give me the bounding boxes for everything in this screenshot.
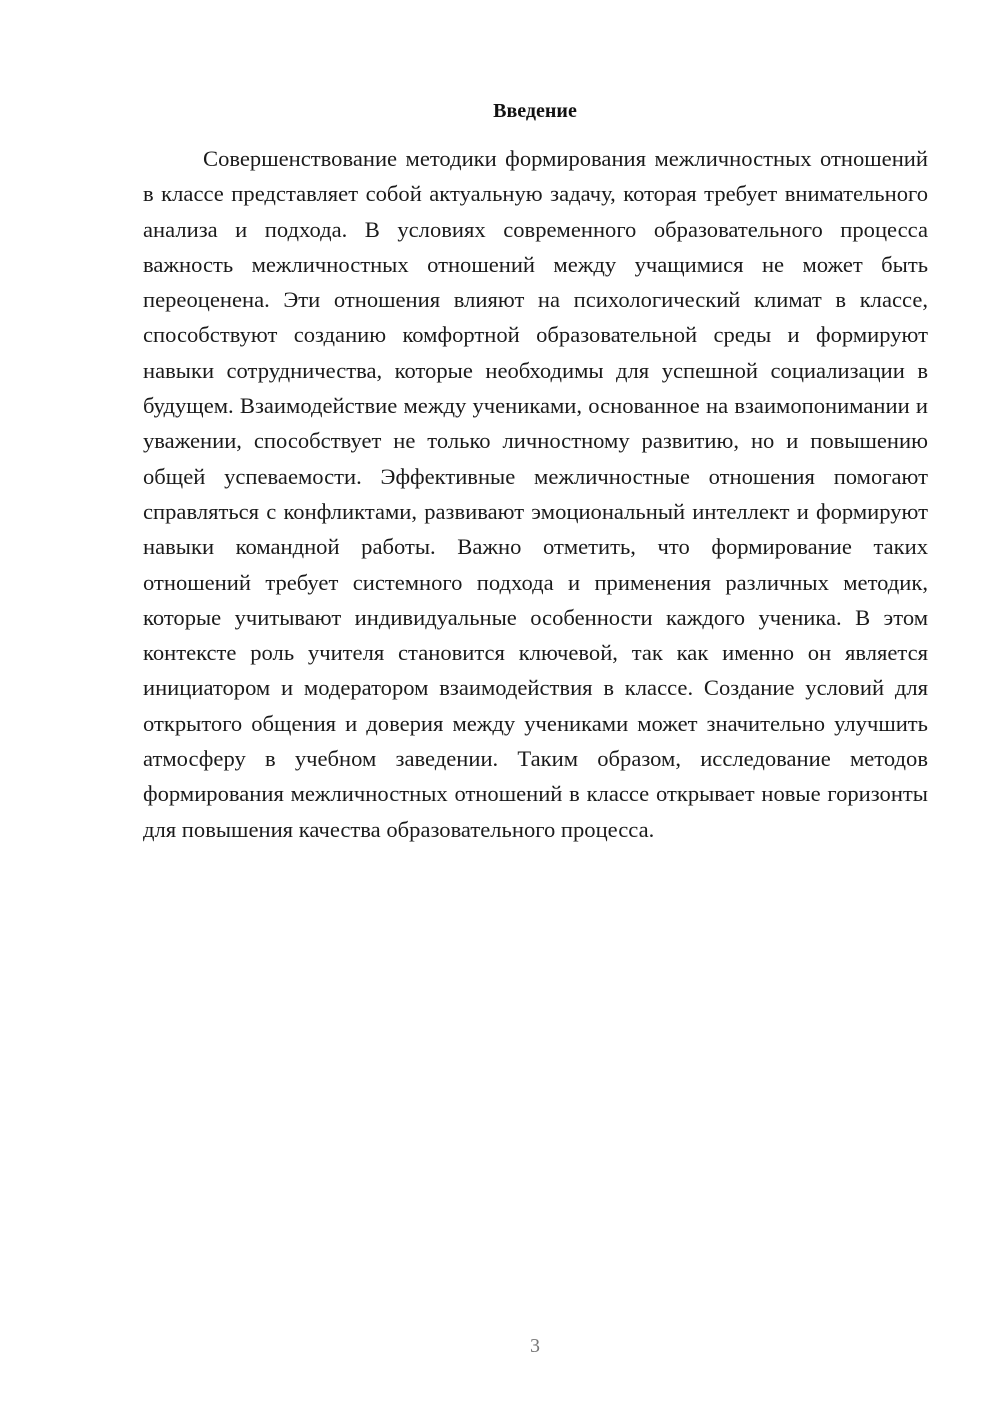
section-title: Введение [493,100,577,122]
body-paragraph: Совершенствование методики формирования межличностных отношений в классе представляет собой актуальную задачу, которая требует внимательного анализа и подхода. В условиях современного образовательного процесса важность межличностных отношений между учащимися не может быть переоценена. Эти отношения влияют на психологический климат в классе, способствуют созданию комфортной образовательной среды и формируют навыки сотрудничества, которые необходимы для успешной социализации в будущем. Взаимодействие между учениками, основанное на взаимопонимании и уважении, способствует не только личностному развитию, но и повышению общей успеваемости. Эффективные межличностные отношения помогают справляться с конфликтами, развивают эмоциональный интеллект и формируют навыки командной работы. Важно отметить, что формирование таких отношений требует системного подхода и применения различных методик, которые учитывают индивидуальные особенности каждого ученика. В этом контексте роль учителя становится ключевой, так как именно он является инициатором и модератором взаимодействия в классе. Создание условий для открытого общения и доверия между учениками может значительно улучшить атмосферу в учебном заведении. Таким образом, исследование методов формирования межличностных отношений в классе открывает новые горизонты для повышения качества образовательного процесса. [143,146,928,842]
page-number: 3 [530,1335,540,1357]
